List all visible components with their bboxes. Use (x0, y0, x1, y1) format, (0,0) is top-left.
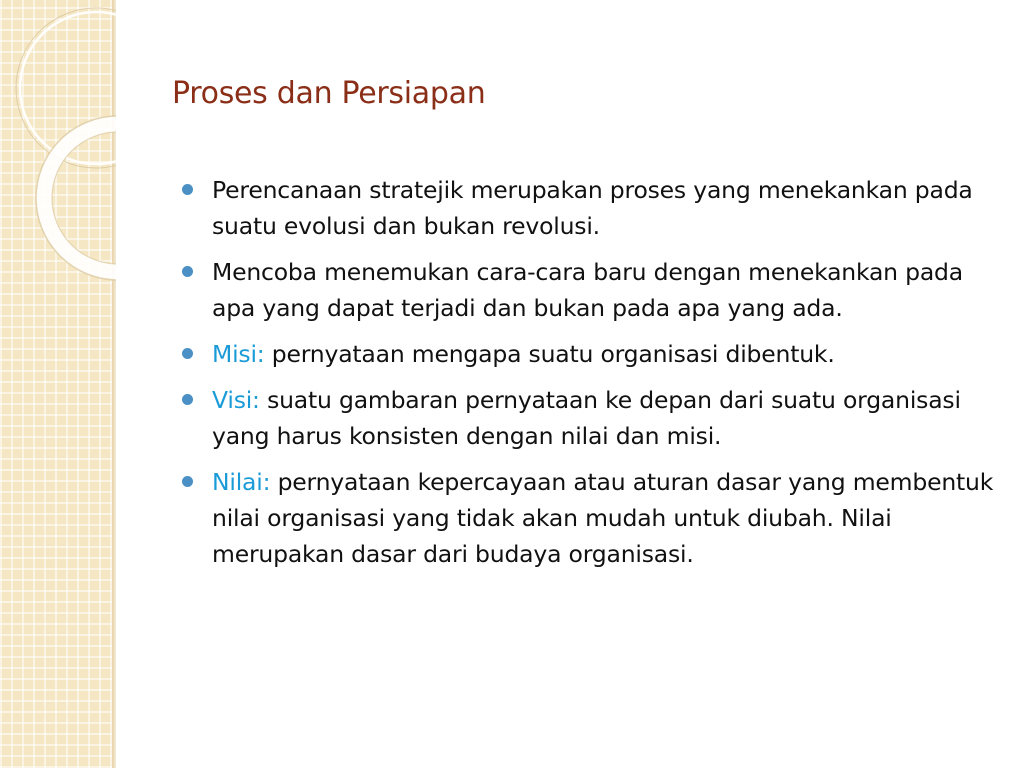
bullet-text: pernyataan mengapa suatu organisasi dibentuk. (271, 340, 835, 368)
bullet-item (182, 172, 997, 244)
bullet-item (182, 254, 997, 326)
bullet-text: Perencanaan stratejik merupakan proses yang menekankan pada suatu evolusi dan bukan revolusi. (212, 176, 973, 240)
slide-title: Proses dan Persiapan (172, 76, 486, 111)
bullet-dot-icon (182, 184, 193, 195)
bullet-dot-icon (182, 348, 193, 359)
bullet-text: Mencoba menemukan cara-cara baru dengan menekankan pada apa yang dapat terjadi dan bukan pada apa yang ada. (212, 258, 963, 322)
bullet-list (182, 172, 997, 582)
bullet-dot-icon (182, 266, 193, 277)
bullet-dot-icon (182, 476, 193, 487)
bullet-text: pernyataan kepercayaan atau aturan dasar yang membentuk nilai organisasi yang tidak akan mudah untuk diubah. Nilai merupakan dasar dari budaya organisasi. (212, 468, 994, 568)
bullet-term: Visi: (212, 386, 260, 414)
bullet-item (182, 336, 997, 372)
bullet-term: Nilai: (212, 468, 271, 496)
bullet-item (182, 464, 997, 572)
bullet-text: suatu gambaran pernyataan ke depan dari suatu organisasi yang harus konsisten dengan nilai dan misi. (212, 386, 961, 450)
decorative-rings-graphic (0, 0, 116, 768)
bullet-item (182, 382, 997, 454)
bullet-term: Misi: (212, 340, 265, 368)
bullet-dot-icon (182, 394, 193, 405)
